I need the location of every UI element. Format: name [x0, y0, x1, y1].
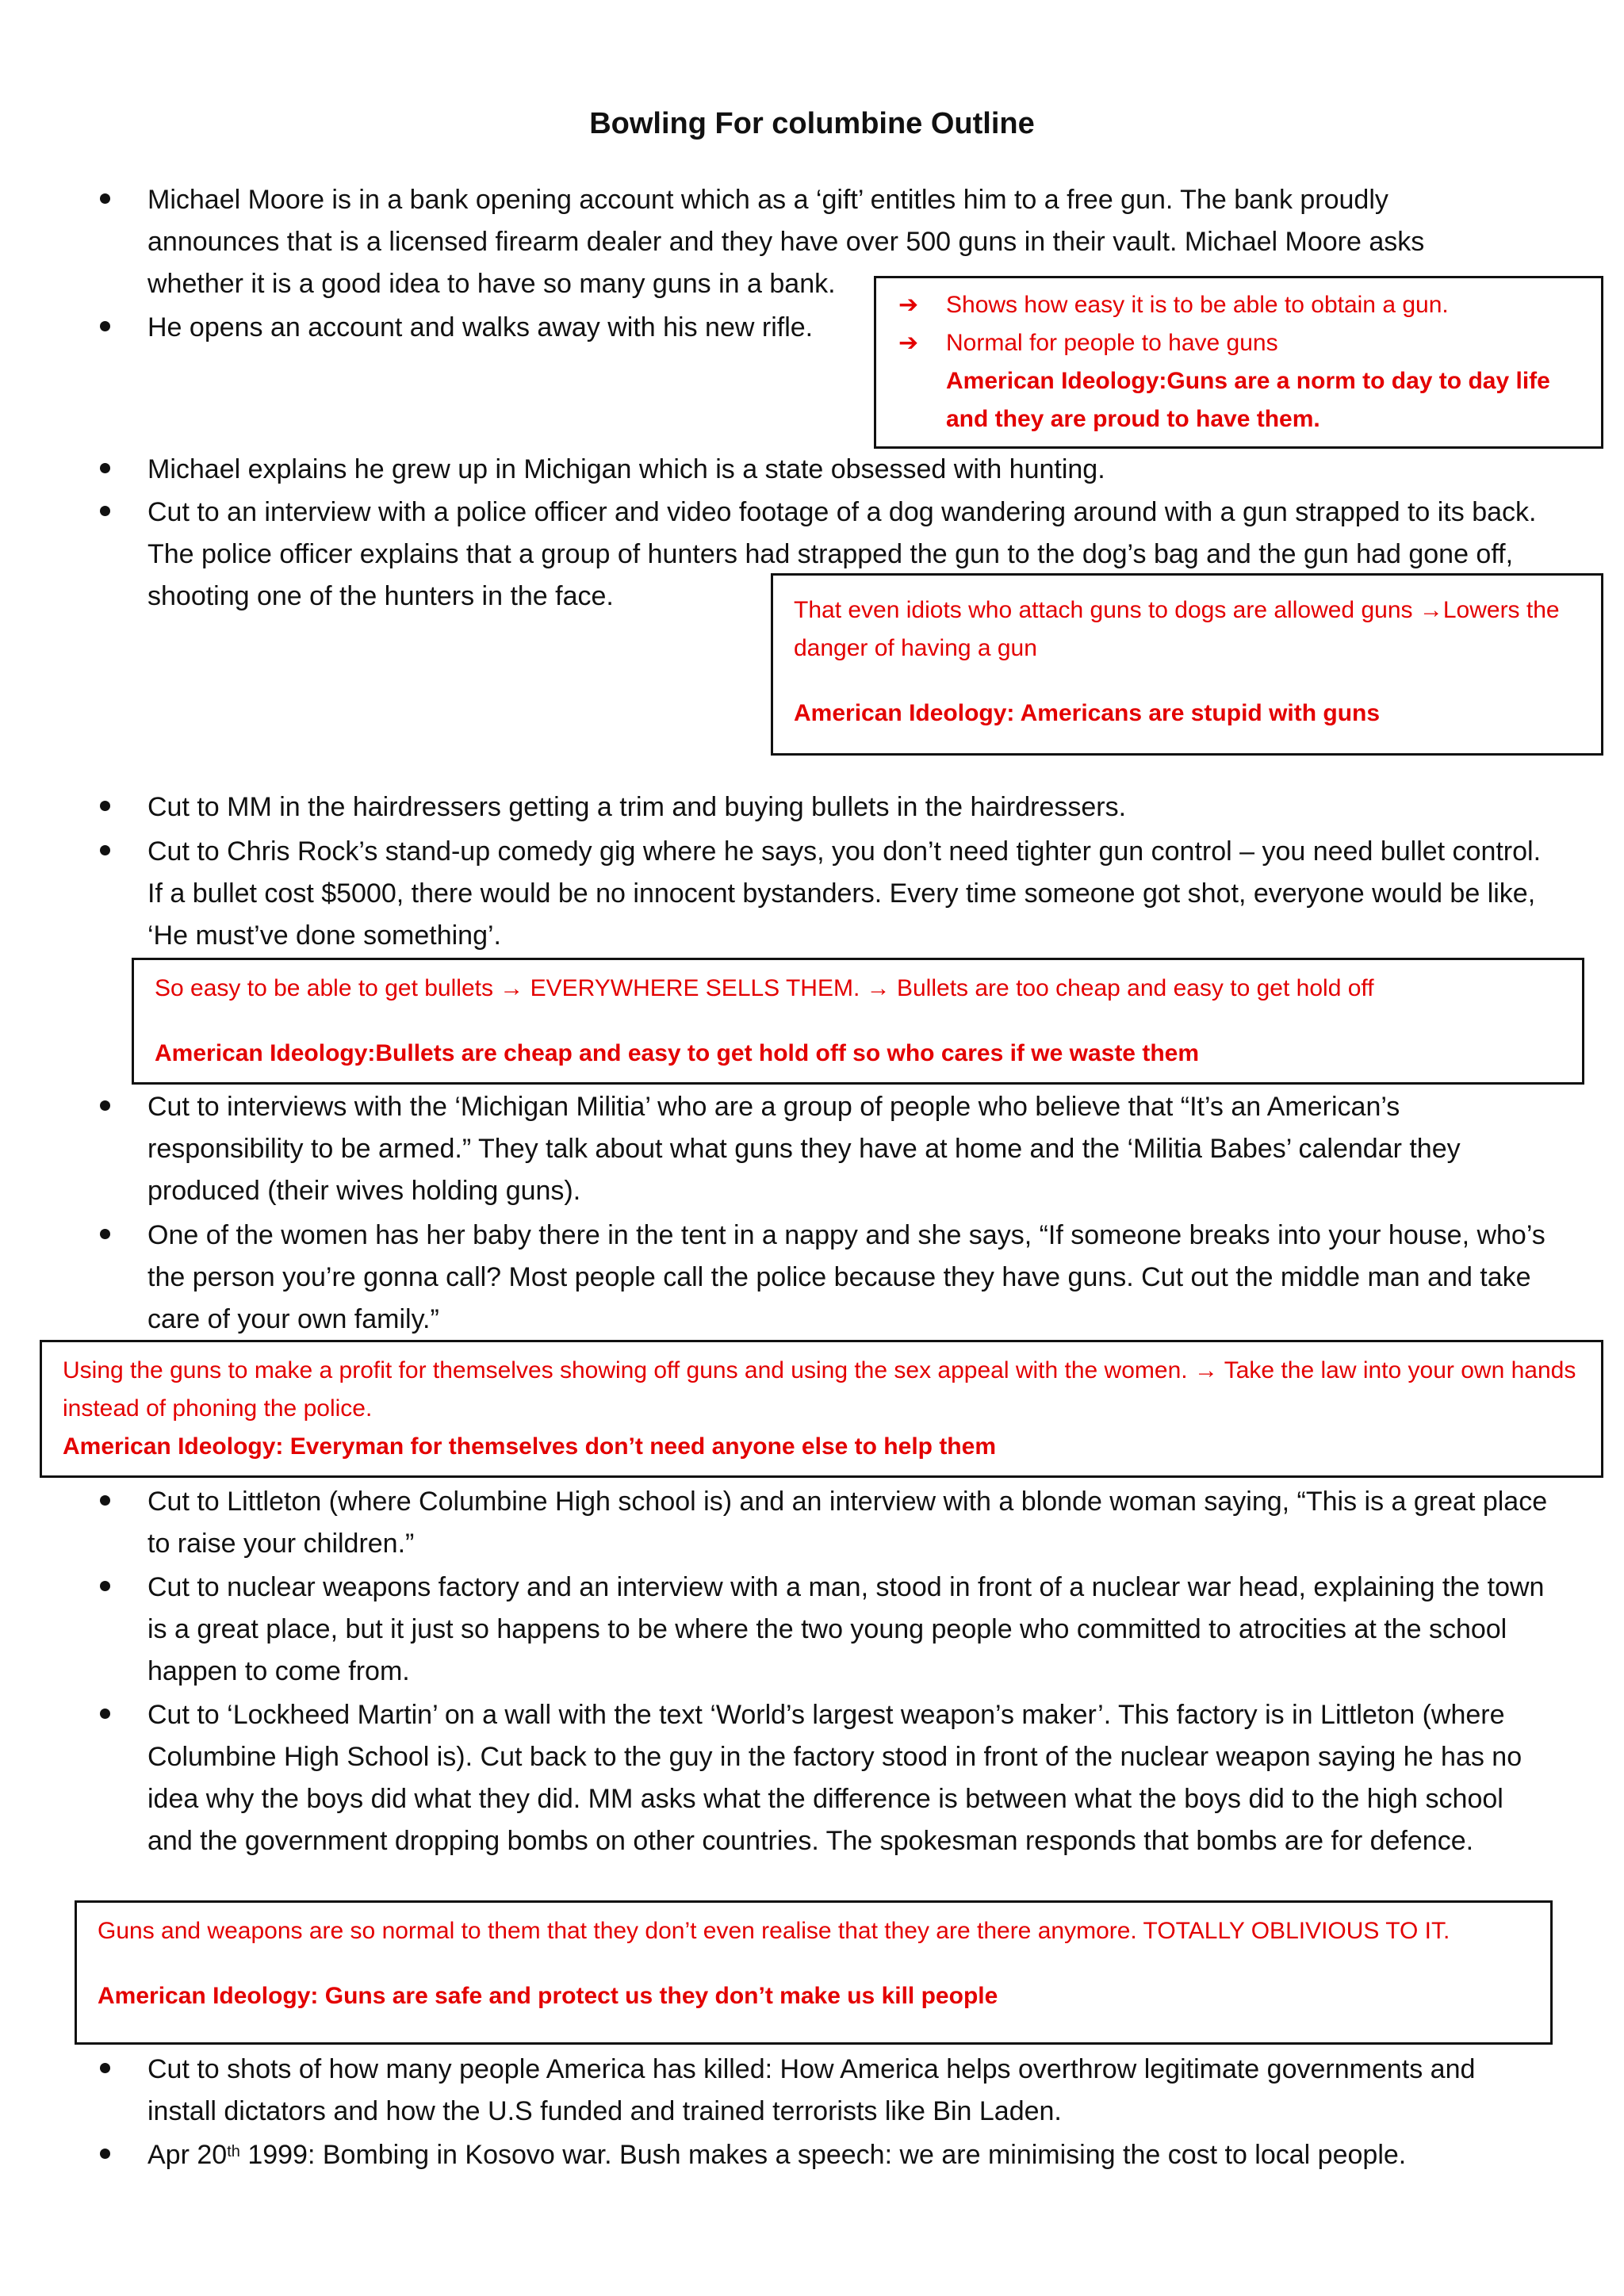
- bullet-icon: [100, 193, 110, 204]
- bullet-icon: [100, 801, 110, 811]
- bullet-icon: [100, 845, 110, 855]
- arrow-icon: ➔: [898, 292, 919, 318]
- arrow-icon: →: [1419, 597, 1443, 623]
- ideology-statement: American Ideology: Americans are stupid with guns: [794, 700, 1381, 726]
- list-item: Cut to an interview with a police officer and video footage of a dog wandering around with a gun strapped to its back. The police officer explains that a group of hunters had strapped the gun to the dog’s bag and the gun had gone off, shooting one of the hunters in the face.: [147, 492, 1543, 618]
- list-item: Cut to Littleton (where Columbine High school is) and an interview with a blonde woman saying, “This is a great place to raise your children.”: [147, 1481, 1551, 1565]
- list-item: Cut to nuclear weapons factory and an interview with a man, stood in front of a nuclear war head, explaining the town is a great place, but it just so happens to be where the two young people who committed to atrocities at the school happen to come from.: [147, 1567, 1551, 1693]
- list-item: Cut to shots of how many people America has killed: How America helps overthrow legitimate governments and install dictators and how the U.S funded and trained terrorists like Bin Laden.: [147, 2049, 1551, 2133]
- list-item: Michael Moore is in a bank opening account which as a ‘gift’ entitles him to a free gun. The bank proudly announces that is a licensed firearm dealer and they have over 500 guns in their vault. Michael Moore asks whether it is a good idea to have so many guns in a bank.: [147, 179, 1464, 305]
- ideology-statement: American Ideology: Everyman for themselves don’t need anyone else to help them: [63, 1433, 996, 1460]
- page-title: Bowling For columbine Outline: [589, 107, 1035, 140]
- bullet-icon: [100, 1709, 110, 1719]
- list-item: Cut to interviews with the ‘Michigan Militia’ who are a group of people who believe that “It’s an American’s responsibility to be armed.” They talk about what guns they have at home and the ‘Militia Babes’ calendar they produced (their wives holding guns).: [147, 1086, 1551, 1212]
- arrow-icon: →: [866, 975, 891, 1001]
- bullet-icon: [100, 1581, 110, 1591]
- ideology-statement: American Ideology:Guns are a norm to day to day life and they are proud to have them.: [946, 368, 1550, 432]
- annotation-box: Using the guns to make a profit for themselves showing off guns and using the sex appeal with the women. → Take the law into your own hands instead of phoning the police. American Ideology: Everyman for themselves don’t need anyone else to help them: [40, 1340, 1603, 1478]
- annotation-box: That even idiots who attach guns to dogs are allowed guns →Lowers the danger of having a gun American Ideology: Americans are stupid with guns: [771, 573, 1603, 756]
- list-item: Cut to ‘Lockheed Martin’ on a wall with the text ‘World’s largest weapon’s maker’. This factory is in Littleton (where Columbine High School is). Cut back to the guy in the factory stood in front of the nuclear weapon saying he has no idea why the boys did what they did. MM asks what the difference is between what the boys did to the high school and the government dropping bombs on other countries. The spokesman responds that bombs are for defence.: [147, 1694, 1543, 1862]
- bullet-icon: [100, 2063, 110, 2073]
- bullet-icon: [100, 506, 110, 516]
- arrow-icon: →: [500, 975, 524, 1001]
- ideology-statement: American Ideology:Bullets are cheap and easy to get hold off so who cares if we waste them: [155, 1040, 1199, 1066]
- list-item: Apr 20th 1999: Bombing in Kosovo war. Bush makes a speech: we are minimising the cost to local people.: [147, 2134, 1551, 2176]
- annotation-box: ➔ Shows how easy it is to be able to obtain a gun. ➔ Normal for people to have guns American Ideology:Guns are a norm to day to day life and they are proud to have them.: [874, 276, 1603, 449]
- bullet-icon: [100, 1229, 110, 1239]
- arrow-icon: →: [1193, 1357, 1218, 1383]
- list-item: He opens an account and walks away with his new rifle.: [147, 307, 861, 349]
- annotation-box: So easy to be able to get bullets → EVERYWHERE SELLS THEM. → Bullets are too cheap and easy to get hold off American Ideology:Bullets are cheap and easy to get hold off so who cares if we waste them: [132, 958, 1584, 1085]
- bullet-icon: [100, 2149, 110, 2159]
- bullet-icon: [100, 321, 110, 331]
- bullet-icon: [100, 1100, 110, 1111]
- arrow-icon: ➔: [898, 330, 919, 356]
- list-item: Cut to MM in the hairdressers getting a trim and buying bullets in the hairdressers.: [147, 786, 1464, 828]
- bullet-icon: [100, 463, 110, 473]
- annotation-box: Guns and weapons are so normal to them that they don’t even realise that they are there anymore. TOTALLY OBLIVIOUS TO IT. American Ideology: Guns are safe and protect us they don’t make us kill people: [75, 1900, 1553, 2045]
- list-item: Cut to Chris Rock’s stand-up comedy gig where he says, you don’t need tighter gun control – you need bullet control. If a bullet cost $5000, there would be no innocent bystanders. Every time someone got shot, everyone would be like, ‘He must’ve done something’.: [147, 831, 1551, 957]
- ideology-statement: American Ideology: Guns are safe and protect us they don’t make us kill people: [98, 1983, 998, 2009]
- list-item: One of the women has her baby there in the tent in a nappy and she says, “If someone breaks into your house, who’s the person you’re gonna call? Most people call the police because they have guns. Cut out the middle man and take care of your own family.”: [147, 1215, 1551, 1341]
- list-item: Michael explains he grew up in Michigan which is a state obsessed with hunting.: [147, 449, 1464, 491]
- bullet-icon: [100, 1495, 110, 1506]
